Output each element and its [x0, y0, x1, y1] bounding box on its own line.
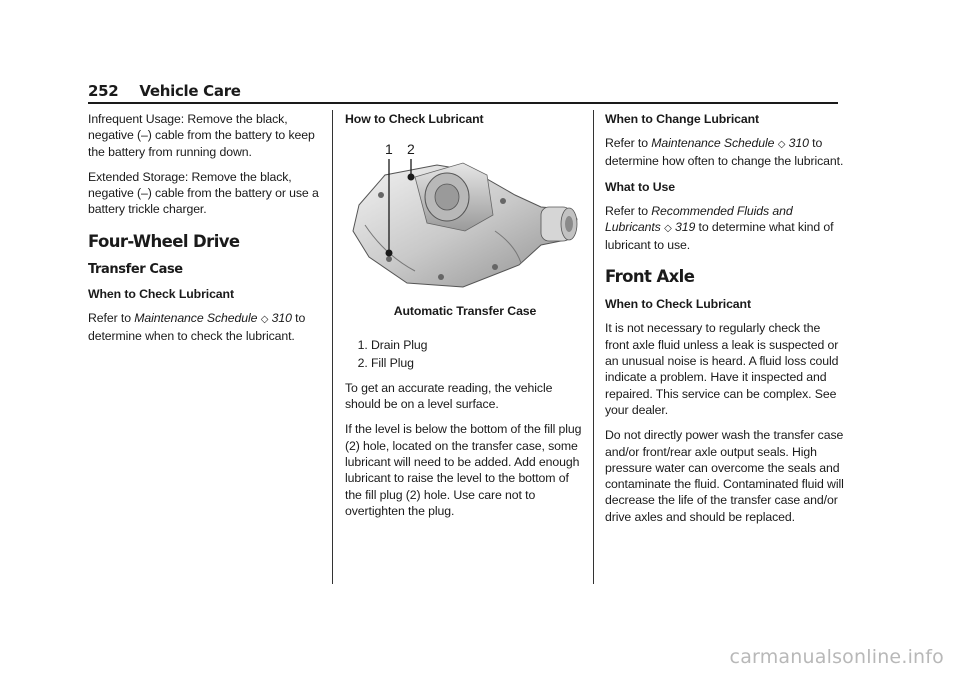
xref-link[interactable]: Recommended Fluids and Lubricants	[605, 203, 793, 234]
heading-when-to-check: When to Check Lubricant	[88, 286, 234, 301]
paragraph: Refer to Recommended Fluids and Lubricants ◇ 319 to determine what kind of lubricant to use.	[605, 203, 834, 253]
page-number: 252	[88, 82, 119, 100]
fill-plug-marker	[408, 174, 415, 181]
column-divider	[593, 110, 594, 584]
legend-item: 2. Fill Plug	[371, 355, 585, 371]
heading-four-wheel-drive: Four-Wheel Drive	[88, 231, 240, 251]
paragraph: Refer to Maintenance Schedule ◇ 310 to determine how often to change the lubricant.	[605, 136, 844, 169]
xref-icon: ◇	[664, 222, 672, 234]
heading-how-to-check: How to Check Lubricant	[345, 112, 484, 126]
paragraph: It is not necessary to regularly check the front axle fluid unless a leak is suspected or an unusual noise is heard. A fluid loss could indicate a problem. Have it inspected and repaired. This service can be complex. See your dealer.	[605, 321, 839, 417]
xref-icon: ◇	[777, 139, 786, 150]
callout-1: 1	[385, 141, 393, 157]
heading-transfer-case: Transfer Case	[88, 261, 183, 277]
column-2	[345, 111, 585, 528]
xref-page[interactable]: 319	[675, 219, 696, 234]
watermark: carmanualsonline.info	[729, 646, 944, 668]
paragraph: If the level is below the bottom of the fill plug (2) hole, located on the transfer case, some lubricant will need to be added. Add enough lubricant to raise the level to the bottom of the fill plug (2) hole. Use care not to overtighten the plug.	[345, 422, 582, 518]
paragraph: To get an accurate reading, the vehicle should be on a level surface.	[345, 380, 553, 412]
callout-2: 2	[407, 141, 415, 157]
xref-link[interactable]: Maintenance Schedule	[651, 136, 775, 150]
heading-when-to-change: When to Change Lubricant	[605, 112, 760, 126]
xref-icon: ◇	[260, 313, 269, 325]
paragraph: Do not directly power wash the transfer case and/or front/rear axle output seals. High pressure water can overcome the seals and contaminate the fluid. Contaminated fluid will decrease the life of the transfer case and/or drive axles and should be replaced.	[605, 428, 844, 524]
paragraph: Extended Storage: Remove the black, negative (–) cable from the battery or use a battery trickle charger.	[88, 169, 319, 217]
figure-legend	[345, 337, 585, 371]
drain-plug-marker	[386, 250, 393, 257]
header-rule	[88, 102, 838, 104]
page-header	[88, 82, 838, 102]
figure-caption: Automatic Transfer Case	[393, 304, 537, 318]
transfer-case-illustration	[345, 135, 585, 295]
heading-what-to-use: What to Use	[605, 179, 675, 194]
section-title: Vehicle Care	[139, 82, 241, 100]
xref-page[interactable]: 310	[788, 136, 809, 150]
heading-front-axle: Front Axle	[605, 267, 695, 287]
transfer-case-figure	[345, 135, 585, 295]
paragraph: Refer to Maintenance Schedule ◇ 310 to determine when to check the lubricant.	[88, 310, 306, 344]
heading-when-to-check: When to Check Lubricant	[605, 297, 751, 312]
xref-page[interactable]: 310	[271, 310, 292, 325]
column-divider	[332, 110, 333, 584]
column-1	[88, 111, 328, 353]
legend-item: 1. Drain Plug	[371, 337, 585, 353]
paragraph: Infrequent Usage: Remove the black, negative (–) cable from the battery to keep the battery from running down.	[88, 112, 315, 159]
column-3	[605, 111, 845, 534]
xref-link[interactable]: Maintenance Schedule	[134, 310, 258, 325]
